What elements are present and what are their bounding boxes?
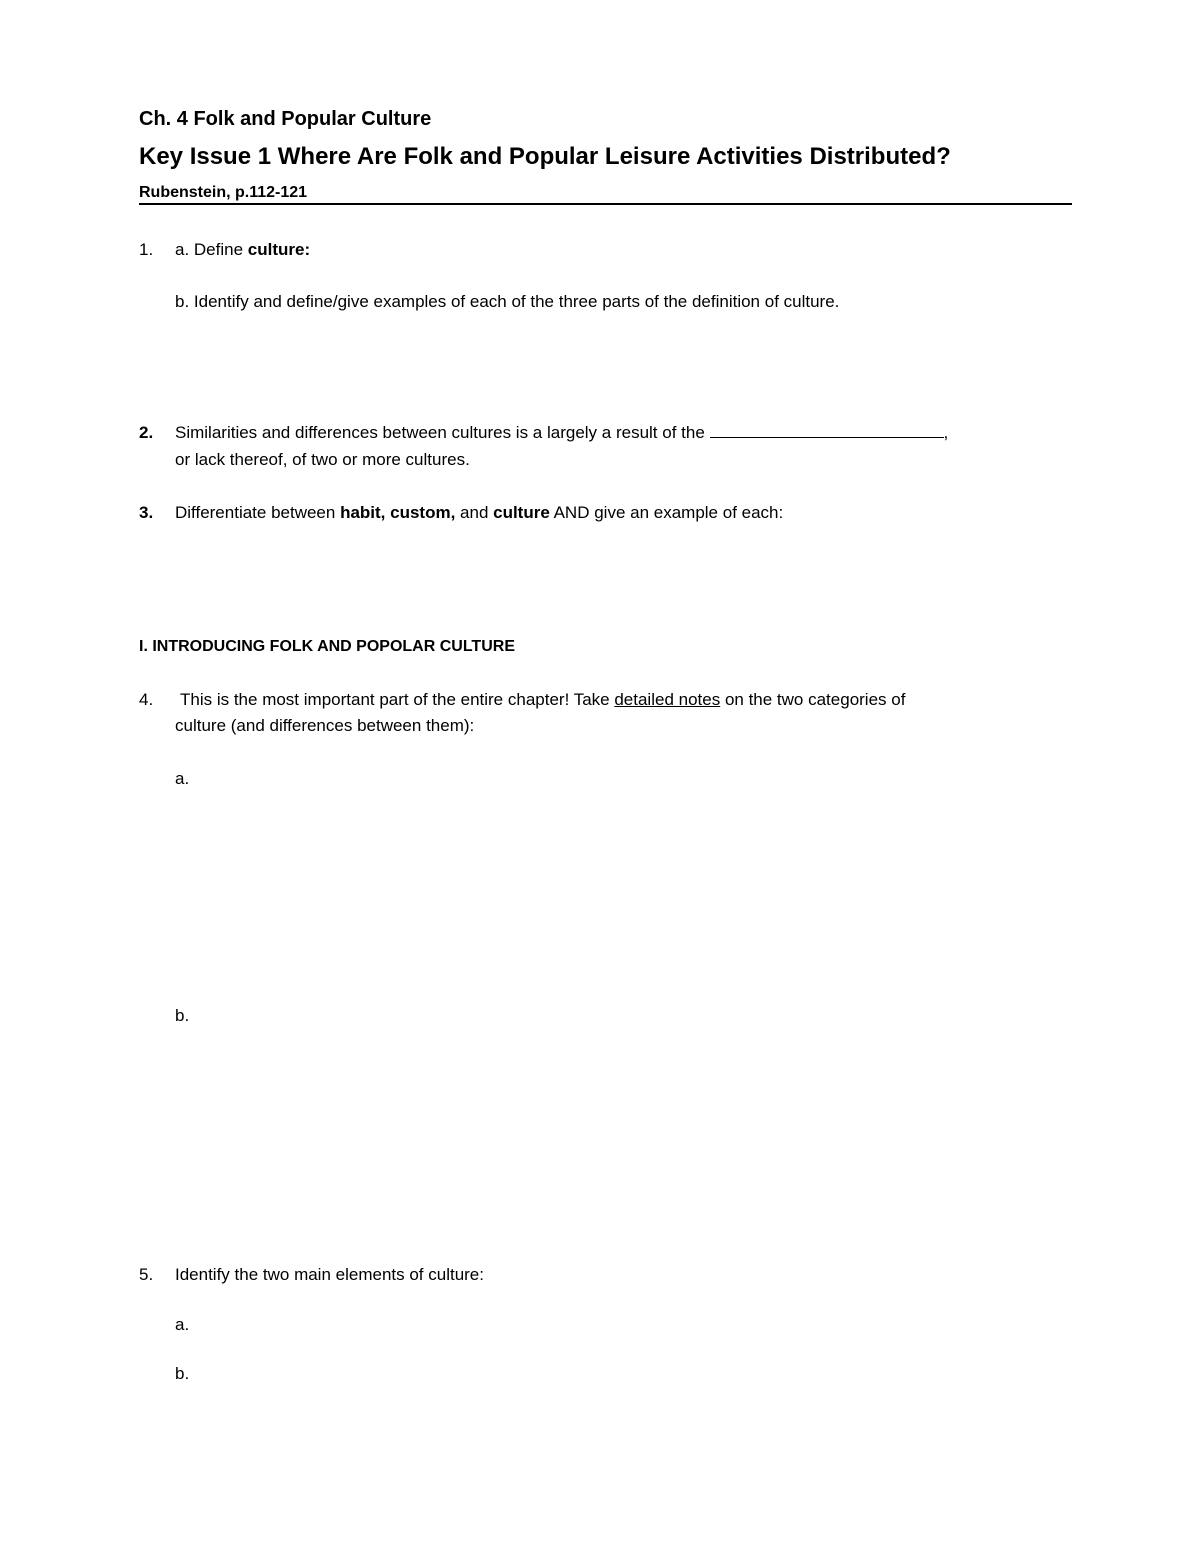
question-4-line1 [180,687,905,713]
question-3-text-1: Differentiate between [175,503,341,522]
question-1a [175,237,310,263]
question-3 [175,500,783,526]
question-4-line2: culture (and differences between them): [175,716,475,735]
question-4a-label: a. [175,769,190,788]
question-5-text: Identify the two main elements of culture: [175,1265,484,1284]
question-1a-bold: culture: [247,240,311,259]
question-2-comma: , [943,423,949,442]
question-1b [175,289,839,315]
question-1-number: 1. [139,240,154,259]
question-5-number: 5. [139,1265,154,1284]
question-2-text: Similarities and differences between cultures is a largely a result of the [175,423,705,442]
question-3-bold-2: culture [493,503,550,522]
question-4-number: 4. [139,690,154,709]
question-4b-label: b. [175,1006,190,1025]
question-2-line2: or lack thereof, of two or more cultures. [175,450,470,469]
question-4-text-2: on the two categories of [720,690,906,709]
question-4-underlined: detailed notes [614,690,721,709]
question-5a-label: a. [175,1315,190,1334]
question-3-text-3: AND give an example of each: [549,503,784,522]
question-2-number: 2. [139,423,154,442]
question-3-text-2: and [455,503,494,522]
chapter-title: Ch. 4 Folk and Popular Culture [139,108,432,130]
section-heading: I. INTRODUCING FOLK AND POPOLAR CULTURE [139,638,515,655]
question-2-blank[interactable] [710,421,944,438]
question-4-text-1: This is the most important part of the entire chapter! Take [180,690,615,709]
key-issue-title: Key Issue 1 Where Are Folk and Popular Leisure Activities Distributed? [139,143,951,170]
question-2-line1 [175,420,948,446]
question-1a-text: a. Define [175,240,248,259]
header-divider [139,203,1072,205]
question-3-number: 3. [139,503,154,522]
source-reference: Rubenstein, p.112-121 [139,184,308,201]
question-1b-label: b. [175,292,190,311]
question-5b-label: b. [175,1364,190,1383]
question-1b-text: Identify and define/give examples of each of the three parts of the definition of culture. [193,292,840,311]
question-3-bold-1: habit, custom, [340,503,456,522]
